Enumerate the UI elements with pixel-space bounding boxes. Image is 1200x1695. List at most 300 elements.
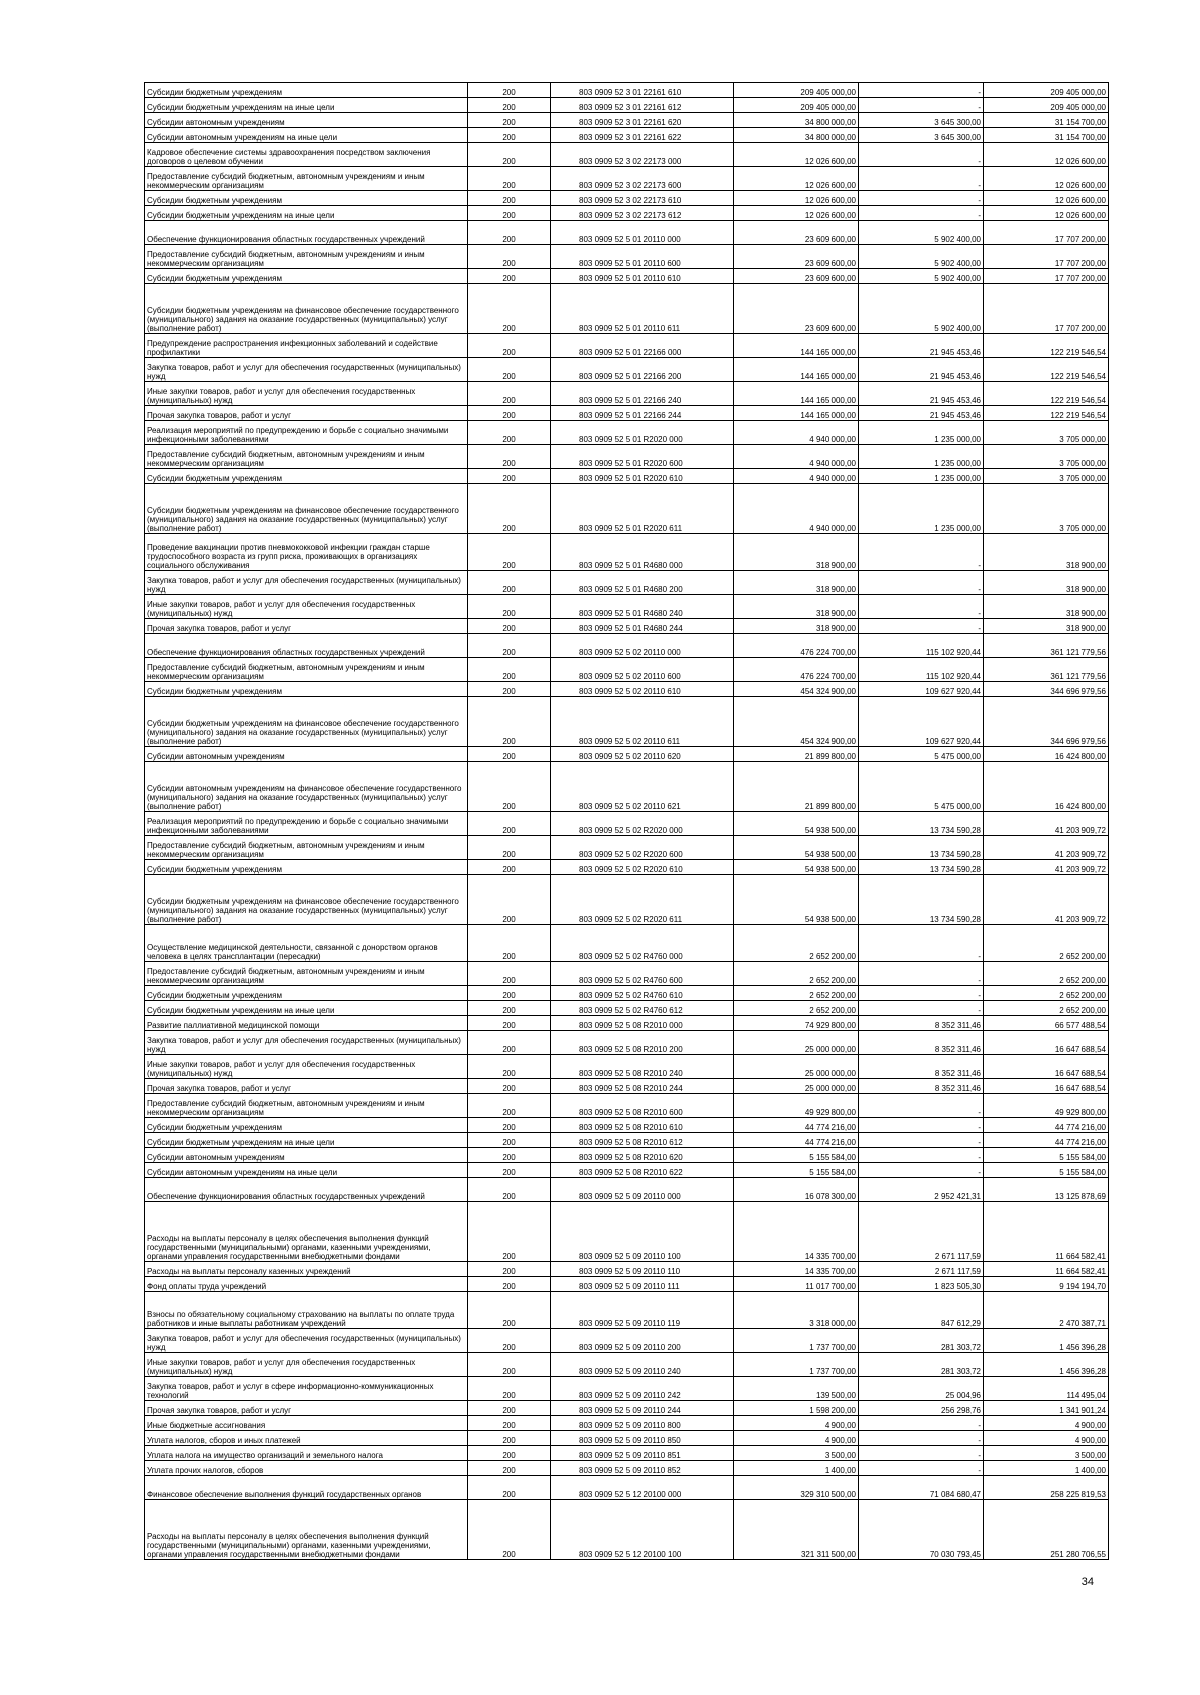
row-approved: 49 929 800,00 xyxy=(734,1094,859,1118)
row-remaining: 5 155 584,00 xyxy=(984,1148,1109,1163)
table-row xyxy=(145,1148,1109,1163)
row-remaining: 251 280 706,55 xyxy=(984,1500,1109,1560)
row-executed: - xyxy=(859,1133,984,1148)
row-csr: 803 0909 52 5 02 R2020 000 xyxy=(551,812,734,836)
row-csr: 803 0909 52 5 02 20110 611 xyxy=(551,697,734,747)
row-remaining: 31 154 700,00 xyxy=(984,113,1109,128)
row-csr: 803 0909 52 3 02 22173 000 xyxy=(551,143,734,167)
row-approved: 4 940 000,00 xyxy=(734,445,859,469)
table-row xyxy=(145,1016,1109,1031)
row-remaining: 2 652 200,00 xyxy=(984,986,1109,1001)
table-row xyxy=(145,1055,1109,1079)
row-executed: 1 823 505,30 xyxy=(859,1277,984,1292)
row-name: Расходы на выплаты персоналу в целях обеспечения выполнения функций государственными (муниципальными) органами, казенными учреждениями, органами управления государственными внебюджетными фондами xyxy=(145,1500,468,1560)
row-executed: 21 945 453,46 xyxy=(859,406,984,421)
row-csr: 803 0909 52 5 02 20110 621 xyxy=(551,762,734,812)
row-executed: 2 952 421,31 xyxy=(859,1178,984,1202)
table-row xyxy=(145,143,1109,167)
row-approved: 34 800 000,00 xyxy=(734,113,859,128)
row-approved: 14 335 700,00 xyxy=(734,1262,859,1277)
row-executed: - xyxy=(859,1163,984,1178)
row-remaining: 361 121 779,56 xyxy=(984,634,1109,658)
row-remaining: 16 647 688,54 xyxy=(984,1055,1109,1079)
row-approved: 1 737 700,00 xyxy=(734,1353,859,1377)
row-name: Субсидии автономным учреждениям на финансовое обеспечение государственного (муниципального) задания на оказание государственных (муниципальных) услуг (выполнение работ) xyxy=(145,762,468,812)
row-remaining: 1 341 901,24 xyxy=(984,1401,1109,1416)
row-remaining: 17 707 200,00 xyxy=(984,269,1109,284)
row-csr: 803 0909 52 5 02 20110 610 xyxy=(551,682,734,697)
row-name: Субсидии бюджетным учреждениям на иные цели xyxy=(145,98,468,113)
row-name: Расходы на выплаты персоналу казенных учреждений xyxy=(145,1262,468,1277)
row-name: Субсидии бюджетным учреждениям xyxy=(145,986,468,1001)
row-approved: 4 940 000,00 xyxy=(734,484,859,534)
row-remaining: 4 900,00 xyxy=(984,1416,1109,1431)
row-name: Кадровое обеспечение системы здравоохранения посредством заключения договоров о целевом обучении xyxy=(145,143,468,167)
row-code: 200 xyxy=(468,406,551,421)
row-approved: 1 400,00 xyxy=(734,1461,859,1476)
row-name: Закупка товаров, работ и услуг для обеспечения государственных (муниципальных) нужд xyxy=(145,571,468,595)
row-code: 200 xyxy=(468,284,551,334)
row-approved: 14 335 700,00 xyxy=(734,1202,859,1262)
table-row xyxy=(145,334,1109,358)
row-executed: 5 475 000,00 xyxy=(859,762,984,812)
table-row xyxy=(145,469,1109,484)
table-row xyxy=(145,1094,1109,1118)
row-approved: 12 026 600,00 xyxy=(734,167,859,191)
row-remaining: 66 577 488,54 xyxy=(984,1016,1109,1031)
row-name: Обеспечение функционирования областных государственных учреждений xyxy=(145,221,468,245)
row-remaining: 318 900,00 xyxy=(984,571,1109,595)
row-approved: 476 224 700,00 xyxy=(734,634,859,658)
row-csr: 803 0909 52 5 09 20110 852 xyxy=(551,1461,734,1476)
row-remaining: 3 705 000,00 xyxy=(984,445,1109,469)
row-approved: 318 900,00 xyxy=(734,571,859,595)
row-executed: - xyxy=(859,191,984,206)
row-remaining: 17 707 200,00 xyxy=(984,245,1109,269)
row-csr: 803 0909 52 5 12 20100 000 xyxy=(551,1476,734,1500)
row-executed: 256 298,76 xyxy=(859,1401,984,1416)
table-row xyxy=(145,1446,1109,1461)
row-code: 200 xyxy=(468,1401,551,1416)
row-executed: - xyxy=(859,962,984,986)
row-csr: 803 0909 52 3 01 22161 612 xyxy=(551,98,734,113)
row-csr: 803 0909 52 5 01 22166 244 xyxy=(551,406,734,421)
row-csr: 803 0909 52 5 02 R2020 610 xyxy=(551,860,734,875)
row-code: 200 xyxy=(468,421,551,445)
table-row xyxy=(145,382,1109,406)
row-code: 200 xyxy=(468,1079,551,1094)
row-approved: 454 324 900,00 xyxy=(734,682,859,697)
row-code: 200 xyxy=(468,658,551,682)
row-name: Фонд оплаты труда учреждений xyxy=(145,1277,468,1292)
row-approved: 454 324 900,00 xyxy=(734,697,859,747)
row-approved: 3 500,00 xyxy=(734,1446,859,1461)
row-csr: 803 0909 52 5 09 20110 110 xyxy=(551,1262,734,1277)
row-name: Субсидии бюджетным учреждениям на финансовое обеспечение государственного (муниципального) задания на оказание государственных (муниципальных) услуг (выполнение работ) xyxy=(145,484,468,534)
row-csr: 803 0909 52 5 01 R2020 000 xyxy=(551,421,734,445)
row-approved: 318 900,00 xyxy=(734,595,859,619)
table-row xyxy=(145,1133,1109,1148)
row-code: 200 xyxy=(468,1461,551,1476)
row-executed: 21 945 453,46 xyxy=(859,358,984,382)
row-name: Проведение вакцинации против пневмококковой инфекции граждан старше трудоспособного возраста из групп риска, проживающих в организациях социального обслуживания xyxy=(145,534,468,571)
table-row xyxy=(145,269,1109,284)
row-csr: 803 0909 52 3 02 22173 600 xyxy=(551,167,734,191)
table-row xyxy=(145,925,1109,962)
row-executed: 8 352 311,46 xyxy=(859,1031,984,1055)
table-row xyxy=(145,1500,1109,1560)
row-csr: 803 0909 52 5 02 R4760 612 xyxy=(551,1001,734,1016)
row-executed: 847 612,29 xyxy=(859,1292,984,1329)
row-executed: - xyxy=(859,83,984,98)
row-csr: 803 0909 52 5 01 20110 611 xyxy=(551,284,734,334)
row-name: Субсидии бюджетным учреждениям xyxy=(145,469,468,484)
row-name: Обеспечение функционирования областных государственных учреждений xyxy=(145,1178,468,1202)
row-name: Уплата налогов, сборов и иных платежей xyxy=(145,1431,468,1446)
row-name: Иные закупки товаров, работ и услуг для обеспечения государственных (муниципальных) нужд xyxy=(145,1055,468,1079)
table-row xyxy=(145,1416,1109,1431)
row-csr: 803 0909 52 5 02 R4760 610 xyxy=(551,986,734,1001)
row-remaining: 122 219 546,54 xyxy=(984,406,1109,421)
row-remaining: 12 026 600,00 xyxy=(984,191,1109,206)
row-name: Субсидии бюджетным учреждениям на иные цели xyxy=(145,1133,468,1148)
row-code: 200 xyxy=(468,1202,551,1262)
row-approved: 144 165 000,00 xyxy=(734,334,859,358)
row-code: 200 xyxy=(468,634,551,658)
table-row xyxy=(145,406,1109,421)
row-approved: 44 774 216,00 xyxy=(734,1118,859,1133)
row-remaining: 2 470 387,71 xyxy=(984,1292,1109,1329)
row-remaining: 318 900,00 xyxy=(984,534,1109,571)
row-csr: 803 0909 52 5 01 20110 610 xyxy=(551,269,734,284)
row-name: Финансовое обеспечение выполнения функций государственных органов xyxy=(145,1476,468,1500)
row-name: Иные закупки товаров, работ и услуг для обеспечения государственных (муниципальных) нужд xyxy=(145,595,468,619)
table-row xyxy=(145,358,1109,382)
row-code: 200 xyxy=(468,1118,551,1133)
row-executed: - xyxy=(859,1446,984,1461)
row-executed: 3 645 300,00 xyxy=(859,113,984,128)
row-name: Закупка товаров, работ и услуг для обеспечения государственных (муниципальных) нужд xyxy=(145,1031,468,1055)
table-row xyxy=(145,962,1109,986)
row-name: Субсидии бюджетным учреждениям на иные цели xyxy=(145,1001,468,1016)
row-name: Уплата налога на имущество организаций и земельного налога xyxy=(145,1446,468,1461)
row-approved: 23 609 600,00 xyxy=(734,245,859,269)
row-remaining: 2 652 200,00 xyxy=(984,962,1109,986)
table-row xyxy=(145,484,1109,534)
row-executed: 109 627 920,44 xyxy=(859,697,984,747)
row-executed: 5 902 400,00 xyxy=(859,221,984,245)
row-executed: 70 030 793,45 xyxy=(859,1500,984,1560)
row-approved: 74 929 800,00 xyxy=(734,1016,859,1031)
row-code: 200 xyxy=(468,1094,551,1118)
row-name: Расходы на выплаты персоналу в целях обеспечения выполнения функций государственными (муниципальными) органами, казенными учреждениями, органами управления государственными внебюджетными фондами xyxy=(145,1202,468,1262)
row-approved: 54 938 500,00 xyxy=(734,812,859,836)
row-name: Иные закупки товаров, работ и услуг для обеспечения государственных (муниципальных) нужд xyxy=(145,1353,468,1377)
row-name: Субсидии автономным учреждениям xyxy=(145,1148,468,1163)
row-name: Субсидии бюджетным учреждениям xyxy=(145,191,468,206)
table-row xyxy=(145,534,1109,571)
row-csr: 803 0909 52 5 08 R2010 620 xyxy=(551,1148,734,1163)
row-executed: - xyxy=(859,1094,984,1118)
row-code: 200 xyxy=(468,1178,551,1202)
row-approved: 329 310 500,00 xyxy=(734,1476,859,1500)
row-name: Иные бюджетные ассигнования xyxy=(145,1416,468,1431)
row-executed: - xyxy=(859,1431,984,1446)
row-csr: 803 0909 52 5 02 20110 620 xyxy=(551,747,734,762)
row-approved: 4 940 000,00 xyxy=(734,469,859,484)
row-approved: 144 165 000,00 xyxy=(734,406,859,421)
row-remaining: 1 456 396,28 xyxy=(984,1329,1109,1353)
table-row xyxy=(145,1353,1109,1377)
row-code: 200 xyxy=(468,595,551,619)
row-approved: 21 899 800,00 xyxy=(734,747,859,762)
row-executed: - xyxy=(859,206,984,221)
row-csr: 803 0909 52 5 01 20110 600 xyxy=(551,245,734,269)
row-remaining: 11 664 582,41 xyxy=(984,1202,1109,1262)
row-remaining: 3 705 000,00 xyxy=(984,421,1109,445)
row-executed: 13 734 590,28 xyxy=(859,836,984,860)
row-approved: 5 155 584,00 xyxy=(734,1163,859,1178)
row-code: 200 xyxy=(468,762,551,812)
row-remaining: 17 707 200,00 xyxy=(984,284,1109,334)
table-row xyxy=(145,284,1109,334)
row-executed: 13 734 590,28 xyxy=(859,875,984,925)
row-code: 200 xyxy=(468,619,551,634)
page-number: 34 xyxy=(1081,1576,1094,1588)
row-executed: - xyxy=(859,1416,984,1431)
row-executed: 1 235 000,00 xyxy=(859,421,984,445)
table-row xyxy=(145,245,1109,269)
table-row xyxy=(145,98,1109,113)
row-approved: 12 026 600,00 xyxy=(734,143,859,167)
row-name: Реализация мероприятий по предупреждению и борьбе с социально значимыми инфекционными заболеваниями xyxy=(145,421,468,445)
table-row xyxy=(145,191,1109,206)
row-remaining: 12 026 600,00 xyxy=(984,206,1109,221)
row-code: 200 xyxy=(468,875,551,925)
row-csr: 803 0909 52 5 01 R2020 600 xyxy=(551,445,734,469)
row-approved: 54 938 500,00 xyxy=(734,836,859,860)
row-remaining: 122 219 546,54 xyxy=(984,382,1109,406)
row-executed: 71 084 680,47 xyxy=(859,1476,984,1500)
row-executed: 281 303,72 xyxy=(859,1353,984,1377)
row-remaining: 16 424 800,00 xyxy=(984,747,1109,762)
row-csr: 803 0909 52 5 09 20110 200 xyxy=(551,1329,734,1353)
row-executed: - xyxy=(859,619,984,634)
row-remaining: 9 194 194,70 xyxy=(984,1277,1109,1292)
row-executed: - xyxy=(859,1461,984,1476)
row-code: 200 xyxy=(468,1500,551,1560)
table-row xyxy=(145,762,1109,812)
row-remaining: 3 705 000,00 xyxy=(984,484,1109,534)
row-name: Субсидии бюджетным учреждениям на финансовое обеспечение государственного (муниципального) задания на оказание государственных (муниципальных) услуг (выполнение работ) xyxy=(145,697,468,747)
table-row xyxy=(145,113,1109,128)
budget-execution-table xyxy=(144,82,1109,1560)
row-remaining: 4 900,00 xyxy=(984,1431,1109,1446)
row-code: 200 xyxy=(468,836,551,860)
table-row xyxy=(145,1329,1109,1353)
row-code: 200 xyxy=(468,221,551,245)
row-approved: 44 774 216,00 xyxy=(734,1133,859,1148)
row-executed: 5 902 400,00 xyxy=(859,269,984,284)
row-remaining: 17 707 200,00 xyxy=(984,221,1109,245)
row-csr: 803 0909 52 5 01 R2020 610 xyxy=(551,469,734,484)
row-name: Взносы по обязательному социальному страхованию на выплаты по оплате труда работников и иные выплаты работникам учреждений xyxy=(145,1292,468,1329)
row-approved: 1 598 200,00 xyxy=(734,1401,859,1416)
row-remaining: 41 203 909,72 xyxy=(984,836,1109,860)
row-executed: - xyxy=(859,986,984,1001)
row-name: Субсидии бюджетным учреждениям xyxy=(145,682,468,697)
row-approved: 318 900,00 xyxy=(734,534,859,571)
row-remaining: 11 664 582,41 xyxy=(984,1262,1109,1277)
row-remaining: 114 495,04 xyxy=(984,1377,1109,1401)
row-code: 200 xyxy=(468,245,551,269)
row-executed: 3 645 300,00 xyxy=(859,128,984,143)
row-name: Закупка товаров, работ и услуг для обеспечения государственных (муниципальных) нужд xyxy=(145,1329,468,1353)
table-row xyxy=(145,682,1109,697)
row-code: 200 xyxy=(468,1016,551,1031)
row-approved: 2 652 200,00 xyxy=(734,925,859,962)
row-executed: - xyxy=(859,1148,984,1163)
row-csr: 803 0909 52 5 02 20110 600 xyxy=(551,658,734,682)
row-csr: 803 0909 52 5 02 20110 000 xyxy=(551,634,734,658)
table-row xyxy=(145,619,1109,634)
row-approved: 4 900,00 xyxy=(734,1431,859,1446)
table-row xyxy=(145,206,1109,221)
table-row xyxy=(145,1118,1109,1133)
row-remaining: 44 774 216,00 xyxy=(984,1118,1109,1133)
row-remaining: 13 125 878,69 xyxy=(984,1178,1109,1202)
table-row xyxy=(145,1202,1109,1262)
row-code: 200 xyxy=(468,167,551,191)
row-code: 200 xyxy=(468,925,551,962)
row-executed: 21 945 453,46 xyxy=(859,334,984,358)
row-approved: 2 652 200,00 xyxy=(734,1001,859,1016)
row-code: 200 xyxy=(468,191,551,206)
row-executed: 8 352 311,46 xyxy=(859,1055,984,1079)
row-name: Прочая закупка товаров, работ и услуг xyxy=(145,619,468,634)
row-approved: 34 800 000,00 xyxy=(734,128,859,143)
table-row xyxy=(145,571,1109,595)
table-row xyxy=(145,1079,1109,1094)
row-name: Субсидии бюджетным учреждениям xyxy=(145,860,468,875)
row-code: 200 xyxy=(468,1446,551,1461)
row-code: 200 xyxy=(468,1277,551,1292)
row-approved: 4 900,00 xyxy=(734,1416,859,1431)
table-row xyxy=(145,658,1109,682)
table-row xyxy=(145,221,1109,245)
row-csr: 803 0909 52 5 09 20110 240 xyxy=(551,1353,734,1377)
row-csr: 803 0909 52 5 09 20110 000 xyxy=(551,1178,734,1202)
row-csr: 803 0909 52 5 01 20110 000 xyxy=(551,221,734,245)
row-remaining: 12 026 600,00 xyxy=(984,167,1109,191)
row-name: Субсидии бюджетным учреждениям на финансовое обеспечение государственного (муниципального) задания на оказание государственных (муниципальных) услуг (выполнение работ) xyxy=(145,284,468,334)
row-csr: 803 0909 52 5 09 20110 244 xyxy=(551,1401,734,1416)
row-name: Развитие паллиативной медицинской помощи xyxy=(145,1016,468,1031)
row-approved: 4 940 000,00 xyxy=(734,421,859,445)
row-name: Субсидии бюджетным учреждениям на иные цели xyxy=(145,206,468,221)
row-approved: 23 609 600,00 xyxy=(734,284,859,334)
row-approved: 16 078 300,00 xyxy=(734,1178,859,1202)
row-executed: 2 671 117,59 xyxy=(859,1262,984,1277)
row-approved: 5 155 584,00 xyxy=(734,1148,859,1163)
row-remaining: 16 647 688,54 xyxy=(984,1031,1109,1055)
row-name: Субсидии автономным учреждениям xyxy=(145,113,468,128)
row-code: 200 xyxy=(468,1031,551,1055)
row-csr: 803 0909 52 5 01 R4680 244 xyxy=(551,619,734,634)
row-remaining: 209 405 000,00 xyxy=(984,83,1109,98)
row-remaining: 3 500,00 xyxy=(984,1446,1109,1461)
row-name: Предупреждение распространения инфекционных заболеваний и содействие профилактики xyxy=(145,334,468,358)
table-row xyxy=(145,595,1109,619)
row-code: 200 xyxy=(468,1431,551,1446)
row-remaining: 12 026 600,00 xyxy=(984,143,1109,167)
row-approved: 209 405 000,00 xyxy=(734,83,859,98)
row-remaining: 344 696 979,56 xyxy=(984,682,1109,697)
row-code: 200 xyxy=(468,484,551,534)
row-code: 200 xyxy=(468,534,551,571)
row-remaining: 258 225 819,53 xyxy=(984,1476,1109,1500)
row-executed: - xyxy=(859,167,984,191)
table-row xyxy=(145,1163,1109,1178)
row-executed: 115 102 920,44 xyxy=(859,658,984,682)
table-row xyxy=(145,1001,1109,1016)
row-code: 200 xyxy=(468,1377,551,1401)
row-executed: 5 902 400,00 xyxy=(859,245,984,269)
row-executed: 13 734 590,28 xyxy=(859,812,984,836)
row-code: 200 xyxy=(468,1133,551,1148)
row-code: 200 xyxy=(468,747,551,762)
row-name: Субсидии бюджетным учреждениям xyxy=(145,83,468,98)
row-csr: 803 0909 52 3 02 22173 612 xyxy=(551,206,734,221)
row-executed: - xyxy=(859,595,984,619)
row-code: 200 xyxy=(468,143,551,167)
row-csr: 803 0909 52 5 08 R2010 240 xyxy=(551,1055,734,1079)
row-approved: 139 500,00 xyxy=(734,1377,859,1401)
row-approved: 144 165 000,00 xyxy=(734,358,859,382)
row-code: 200 xyxy=(468,113,551,128)
row-code: 200 xyxy=(468,682,551,697)
row-remaining: 318 900,00 xyxy=(984,595,1109,619)
row-code: 200 xyxy=(468,1001,551,1016)
row-remaining: 2 652 200,00 xyxy=(984,1001,1109,1016)
row-remaining: 122 219 546,54 xyxy=(984,334,1109,358)
row-name: Прочая закупка товаров, работ и услуг xyxy=(145,1401,468,1416)
row-executed: 21 945 453,46 xyxy=(859,382,984,406)
row-approved: 2 652 200,00 xyxy=(734,962,859,986)
row-csr: 803 0909 52 3 01 22161 610 xyxy=(551,83,734,98)
row-code: 200 xyxy=(468,697,551,747)
row-approved: 23 609 600,00 xyxy=(734,269,859,284)
row-code: 200 xyxy=(468,334,551,358)
table-row xyxy=(145,1292,1109,1329)
row-csr: 803 0909 52 5 09 20110 100 xyxy=(551,1202,734,1262)
row-code: 200 xyxy=(468,1353,551,1377)
row-csr: 803 0909 52 5 02 R4760 000 xyxy=(551,925,734,962)
row-name: Прочая закупка товаров, работ и услуг xyxy=(145,406,468,421)
table-row xyxy=(145,1277,1109,1292)
row-remaining: 41 203 909,72 xyxy=(984,875,1109,925)
row-approved: 11 017 700,00 xyxy=(734,1277,859,1292)
row-code: 200 xyxy=(468,206,551,221)
table-row xyxy=(145,812,1109,836)
row-name: Иные закупки товаров, работ и услуг для обеспечения государственных (муниципальных) нужд xyxy=(145,382,468,406)
row-name: Реализация мероприятий по предупреждению и борьбе с социально значимыми инфекционными заболеваниями xyxy=(145,812,468,836)
row-executed: 115 102 920,44 xyxy=(859,634,984,658)
row-csr: 803 0909 52 3 01 22161 620 xyxy=(551,113,734,128)
table-row xyxy=(145,1461,1109,1476)
row-approved: 318 900,00 xyxy=(734,619,859,634)
row-executed: - xyxy=(859,571,984,595)
